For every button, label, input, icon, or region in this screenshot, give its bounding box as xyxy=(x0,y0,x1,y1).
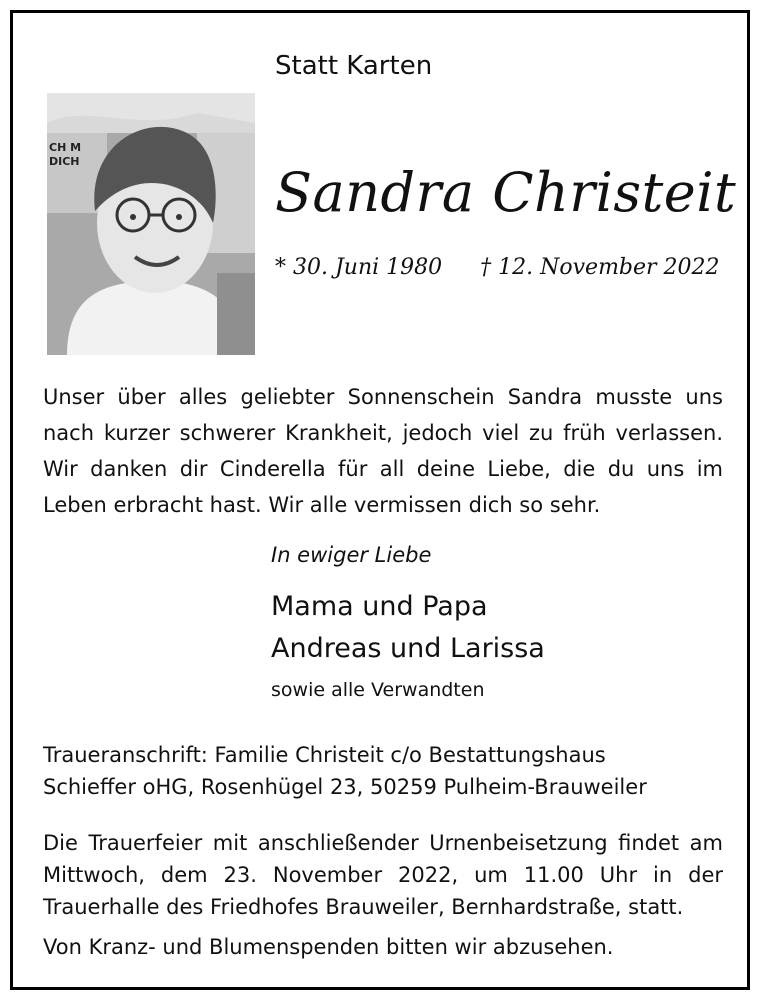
photo-text-2: DICH xyxy=(49,155,80,168)
life-dates xyxy=(275,255,720,280)
obituary-notice xyxy=(10,10,750,990)
signoff: In ewiger Liebe xyxy=(271,543,432,567)
portrait-photo xyxy=(47,93,255,355)
farewell-paragraph: Unser über alles geliebter Sonnenschein Sandra musste uns nach kurzer schwerer Krankheit, jedoch viel zu früh verlassen. Wir danken dir Cinderella für all deine Liebe, die du uns im Leben erbracht hast. Wir alle vermissen dich so sehr. xyxy=(43,385,723,517)
death-date: † 12. November 2022 xyxy=(480,255,720,280)
donations-note: Von Kranz- und Blumenspenden bitten wir abzusehen. xyxy=(43,935,614,959)
mourning-address xyxy=(43,739,733,803)
address-line-2: Schieffer oHG, Rosenhügel 23, 50259 Pulheim-Brauweiler xyxy=(43,775,647,799)
birth-date: * 30. Juni 1980 xyxy=(275,255,443,280)
address-line-1: Traueranschrift: Familie Christeit c/o Bestattungshaus xyxy=(43,743,606,767)
family-line-1: Mama und Papa xyxy=(271,591,488,622)
deceased-name: Sandra Christeit xyxy=(275,161,737,224)
photo-text-1: CH M xyxy=(49,141,82,154)
ceremony-paragraph: Die Trauerfeier mit anschließender Urnenbeisetzung findet am Mittwoch, dem 23. November 2022, um 11.00 Uhr in der Trauerhalle des Friedhofes Brauweiler, Bernhardstraße, statt. xyxy=(43,831,723,919)
family-line-2: Andreas und Larissa xyxy=(271,633,545,664)
statt-karten-heading: Statt Karten xyxy=(275,51,433,81)
relatives-line: sowie alle Verwandten xyxy=(271,679,485,701)
